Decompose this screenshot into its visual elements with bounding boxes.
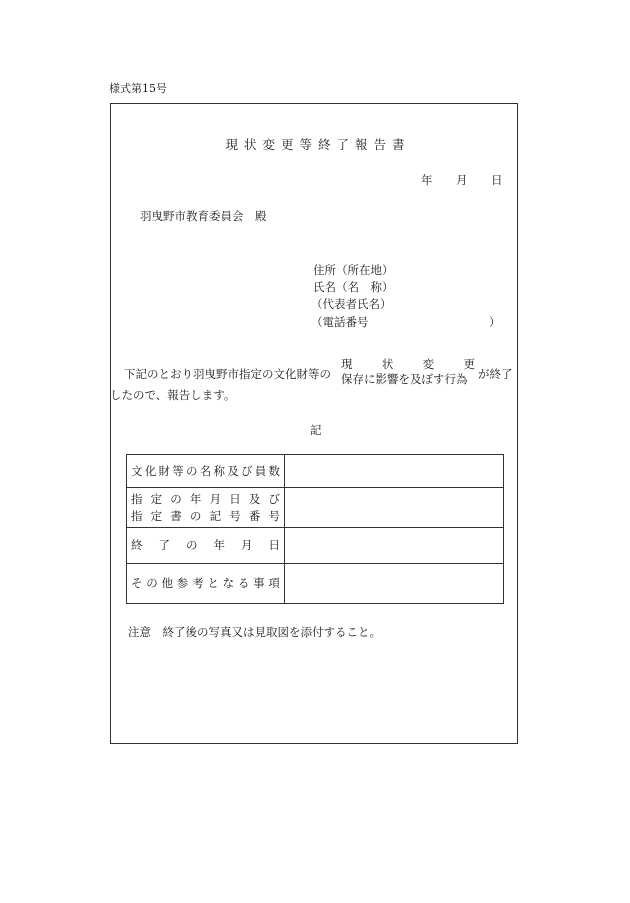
choice-char: 状 bbox=[381, 357, 394, 371]
table-row-label bbox=[127, 563, 285, 603]
reporter-representative-label: （代表者氏名） bbox=[311, 297, 392, 311]
table-row bbox=[127, 455, 504, 488]
reporter-address-label: 住所（所在地） bbox=[313, 263, 394, 277]
label-line bbox=[131, 537, 280, 554]
label-char: 番 bbox=[248, 508, 261, 523]
label-char: び bbox=[241, 463, 253, 478]
label-char: び bbox=[268, 491, 280, 506]
label-char: 文 bbox=[131, 463, 143, 478]
label-char: 項 bbox=[268, 575, 280, 590]
table-row-value[interactable] bbox=[285, 563, 504, 603]
label-char: 考 bbox=[192, 575, 204, 590]
note-text: 注意 終了後の写真又は見取図を添付すること。 bbox=[128, 625, 381, 639]
label-char: 号 bbox=[229, 508, 241, 523]
label-char: 指 bbox=[131, 508, 143, 523]
body-lead-text: 下記のとおり羽曳野市指定の文化財等の bbox=[124, 367, 331, 381]
table-row-label bbox=[127, 528, 285, 563]
choice-char: 現 bbox=[341, 357, 353, 371]
label-char: 他 bbox=[161, 575, 174, 590]
label-char: 年 bbox=[213, 538, 225, 553]
label-char: 記 bbox=[209, 508, 222, 523]
label-char: の bbox=[189, 508, 202, 523]
label-char: 書 bbox=[170, 508, 182, 523]
table-row-value[interactable] bbox=[285, 455, 504, 488]
table-row-label bbox=[127, 455, 285, 488]
choice-char: 変 bbox=[422, 357, 435, 371]
label-line bbox=[131, 463, 280, 480]
ki-heading: 記 bbox=[310, 423, 322, 437]
body-choice-top bbox=[341, 357, 475, 372]
label-char: の bbox=[170, 491, 182, 506]
label-line bbox=[131, 491, 280, 508]
label-char: と bbox=[207, 575, 219, 590]
label-char: 号 bbox=[268, 508, 280, 523]
body-choice-bottom: 保存に影響を及ぼす行為 bbox=[341, 372, 468, 386]
label-char: 財 bbox=[158, 463, 170, 478]
table-row-value[interactable] bbox=[285, 488, 504, 528]
addressee: 羽曳野市教育委員会 殿 bbox=[140, 209, 267, 223]
label-char: 日 bbox=[229, 491, 241, 506]
label-char: 月 bbox=[241, 538, 253, 553]
label-char: 参 bbox=[176, 575, 189, 590]
label-char: る bbox=[237, 575, 250, 590]
label-char: の bbox=[146, 575, 158, 590]
label-char: 月 bbox=[209, 491, 222, 506]
table-row-label bbox=[127, 488, 285, 528]
label-char: 年 bbox=[189, 491, 202, 506]
label-line bbox=[131, 575, 280, 592]
label-char: そ bbox=[131, 575, 143, 590]
reporter-phone-label: （電話番号 bbox=[311, 315, 369, 329]
date-year: 年 bbox=[421, 173, 433, 187]
label-char: 定 bbox=[150, 508, 163, 523]
label-char: 称 bbox=[213, 463, 225, 478]
label-char: 終 bbox=[131, 538, 143, 553]
label-char: 日 bbox=[268, 538, 280, 553]
label-char: な bbox=[222, 575, 235, 590]
label-char: の bbox=[186, 538, 198, 553]
label-char: 了 bbox=[158, 538, 170, 553]
label-char: 等 bbox=[172, 463, 184, 478]
label-char: 及 bbox=[227, 463, 239, 478]
reporter-name-label: 氏名（名 称） bbox=[313, 280, 394, 294]
label-char: 化 bbox=[144, 463, 157, 478]
document-title: 現状変更等終了報告書 bbox=[225, 137, 411, 152]
reporter-phone-close: ） bbox=[489, 315, 501, 329]
table-row bbox=[127, 563, 504, 603]
label-char: 員 bbox=[254, 463, 267, 478]
label-char: 事 bbox=[253, 575, 265, 590]
body-tail-text: が終了 bbox=[478, 367, 513, 381]
label-char: 定 bbox=[150, 491, 163, 506]
label-line bbox=[131, 508, 280, 525]
date-month: 月 bbox=[456, 173, 468, 187]
label-char: 数 bbox=[268, 463, 280, 478]
report-table bbox=[126, 454, 504, 604]
label-char: 及 bbox=[248, 491, 261, 506]
table-row bbox=[127, 528, 504, 563]
label-char: の bbox=[186, 463, 198, 478]
table-row bbox=[127, 488, 504, 528]
table-row-value[interactable] bbox=[285, 528, 504, 563]
choice-char: 更 bbox=[463, 357, 475, 371]
body-second-line: したので、報告します。 bbox=[110, 388, 236, 402]
date-day: 日 bbox=[491, 173, 503, 187]
body-choice-stack bbox=[341, 357, 475, 387]
label-char: 名 bbox=[199, 463, 212, 478]
label-char: 指 bbox=[131, 491, 143, 506]
form-number: 様式第15号 bbox=[109, 82, 167, 95]
